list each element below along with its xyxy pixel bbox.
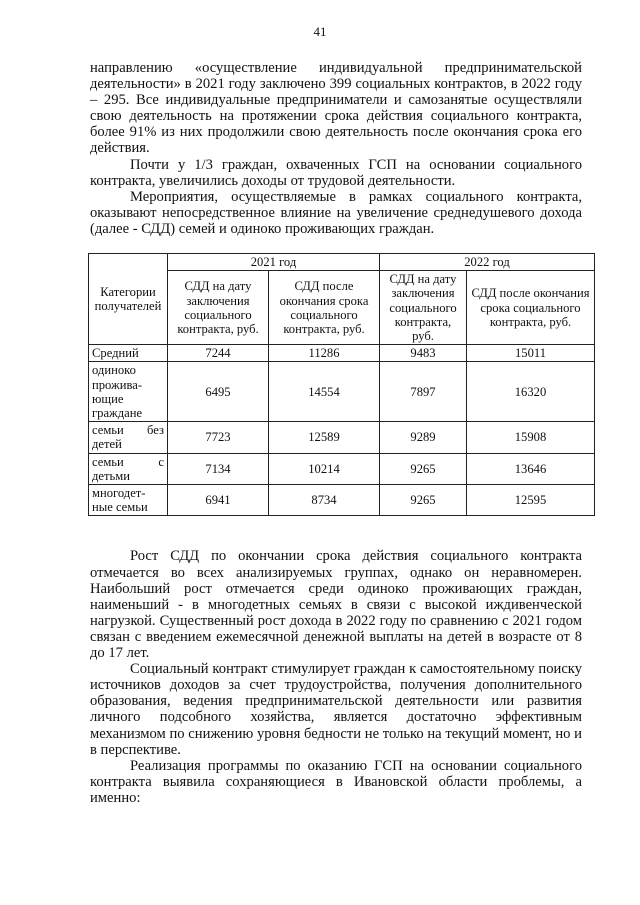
header-category: Категории получателей	[89, 254, 168, 345]
header-2022-start: СДД на дату заключения социального контракта, руб.	[380, 271, 467, 345]
cell-2022-start: 9265	[380, 453, 467, 484]
header-2021-end: СДД после окончания срока социального контракта, руб.	[269, 271, 380, 345]
cell-2022-start: 9483	[380, 345, 467, 362]
paragraph-sdd-growth: Рост СДД по окончании срока действия социального контракта отмечается во всех анализируемых группах, однако он неравномерен. Наибольший рост отмечается среди одиноко проживающих граждан, наименьший - в многодетных семьях в связи с высокой иждивенческой нагрузкой. Существенный рост дохода в 2022 году по сравнению с 2021 годом связан с введением ежемесячной денежной выплаты на детей в возрасте от 8 до 17 лет.	[90, 548, 582, 662]
sdd-table	[88, 253, 595, 516]
table-row	[89, 485, 595, 516]
row-category: Средний	[89, 345, 168, 362]
paragraph-problems-intro: Реализация программы по оказанию ГСП на основании социального контракта выявила сохраняющиеся в Ивановской области проблемы, а именно:	[90, 757, 582, 806]
row-category: семьи без детей	[89, 422, 168, 453]
paragraph-contract-stimulus: Социальный контракт стимулирует граждан к самостоятельному поиску источников доходов за счет трудоустройства, получения дополнительного образования, ведения предпринимательской деятельности или развития личного подсобного хозяйства, является достаточно эффективным механизмом по снижению уровня бедности не только на текущий момент, но и в перспективе.	[90, 661, 582, 758]
table-row	[89, 422, 595, 453]
cell-2022-end: 15011	[467, 345, 595, 362]
header-year-2022: 2022 год	[380, 254, 595, 271]
page-number: 41	[313, 24, 327, 39]
cell-2021-end: 14554	[269, 362, 380, 422]
cell-2021-start: 7134	[168, 453, 269, 484]
table-row	[89, 362, 595, 422]
page-content	[90, 60, 590, 806]
row-category: одиноко прожива-ющие граждане	[89, 362, 168, 422]
cell-2022-start: 7897	[380, 362, 467, 422]
cell-2022-start: 9265	[380, 485, 467, 516]
cell-2021-end: 10214	[269, 453, 380, 484]
cell-2022-end: 15908	[467, 422, 595, 453]
table-row	[89, 345, 595, 362]
cell-2022-end: 16320	[467, 362, 595, 422]
cell-2022-end: 13646	[467, 453, 595, 484]
paragraph-contracts-continuation: направлению «осуществление индивидуальной предпринимательской деятельности» в 2021 году заключено 399 социальных контрактов, в 2022 году – 295. Все индивидуальные предприниматели и самозанятые осуществляли свою деятельность на протяжении срока действия социального контракта, более 91% из них продолжили свою деятельность после окончания срока его действия.	[90, 60, 582, 157]
header-2021-start: СДД на дату заключения социального контракта, руб.	[168, 271, 269, 345]
cell-2022-start: 9289	[380, 422, 467, 453]
cell-2021-start: 6495	[168, 362, 269, 422]
cell-2021-end: 12589	[269, 422, 380, 453]
table-row	[89, 453, 595, 484]
cell-2021-end: 8734	[269, 485, 380, 516]
header-2022-end: СДД после окончания срока социального контракта, руб.	[467, 271, 595, 345]
cell-2021-start: 7244	[168, 345, 269, 362]
header-year-2021: 2021 год	[168, 254, 380, 271]
paragraph-income-growth: Почти у 1/3 граждан, охваченных ГСП на основании социального контракта, увеличились доходы от трудовой деятельности.	[90, 156, 582, 189]
cell-2022-end: 12595	[467, 485, 595, 516]
cell-2021-start: 6941	[168, 485, 269, 516]
cell-2021-end: 11286	[269, 345, 380, 362]
row-category: семьи с детьми	[89, 453, 168, 484]
row-category: многодет-ные семьи	[89, 485, 168, 516]
cell-2021-start: 7723	[168, 422, 269, 453]
table-header-row-years	[89, 254, 595, 271]
paragraph-sdd-intro: Мероприятия, осуществляемые в рамках социального контракта, оказывают непосредственное влияние на увеличение среднедушевого дохода (далее - СДД) семей и одиноко проживающих граждан.	[90, 188, 582, 237]
